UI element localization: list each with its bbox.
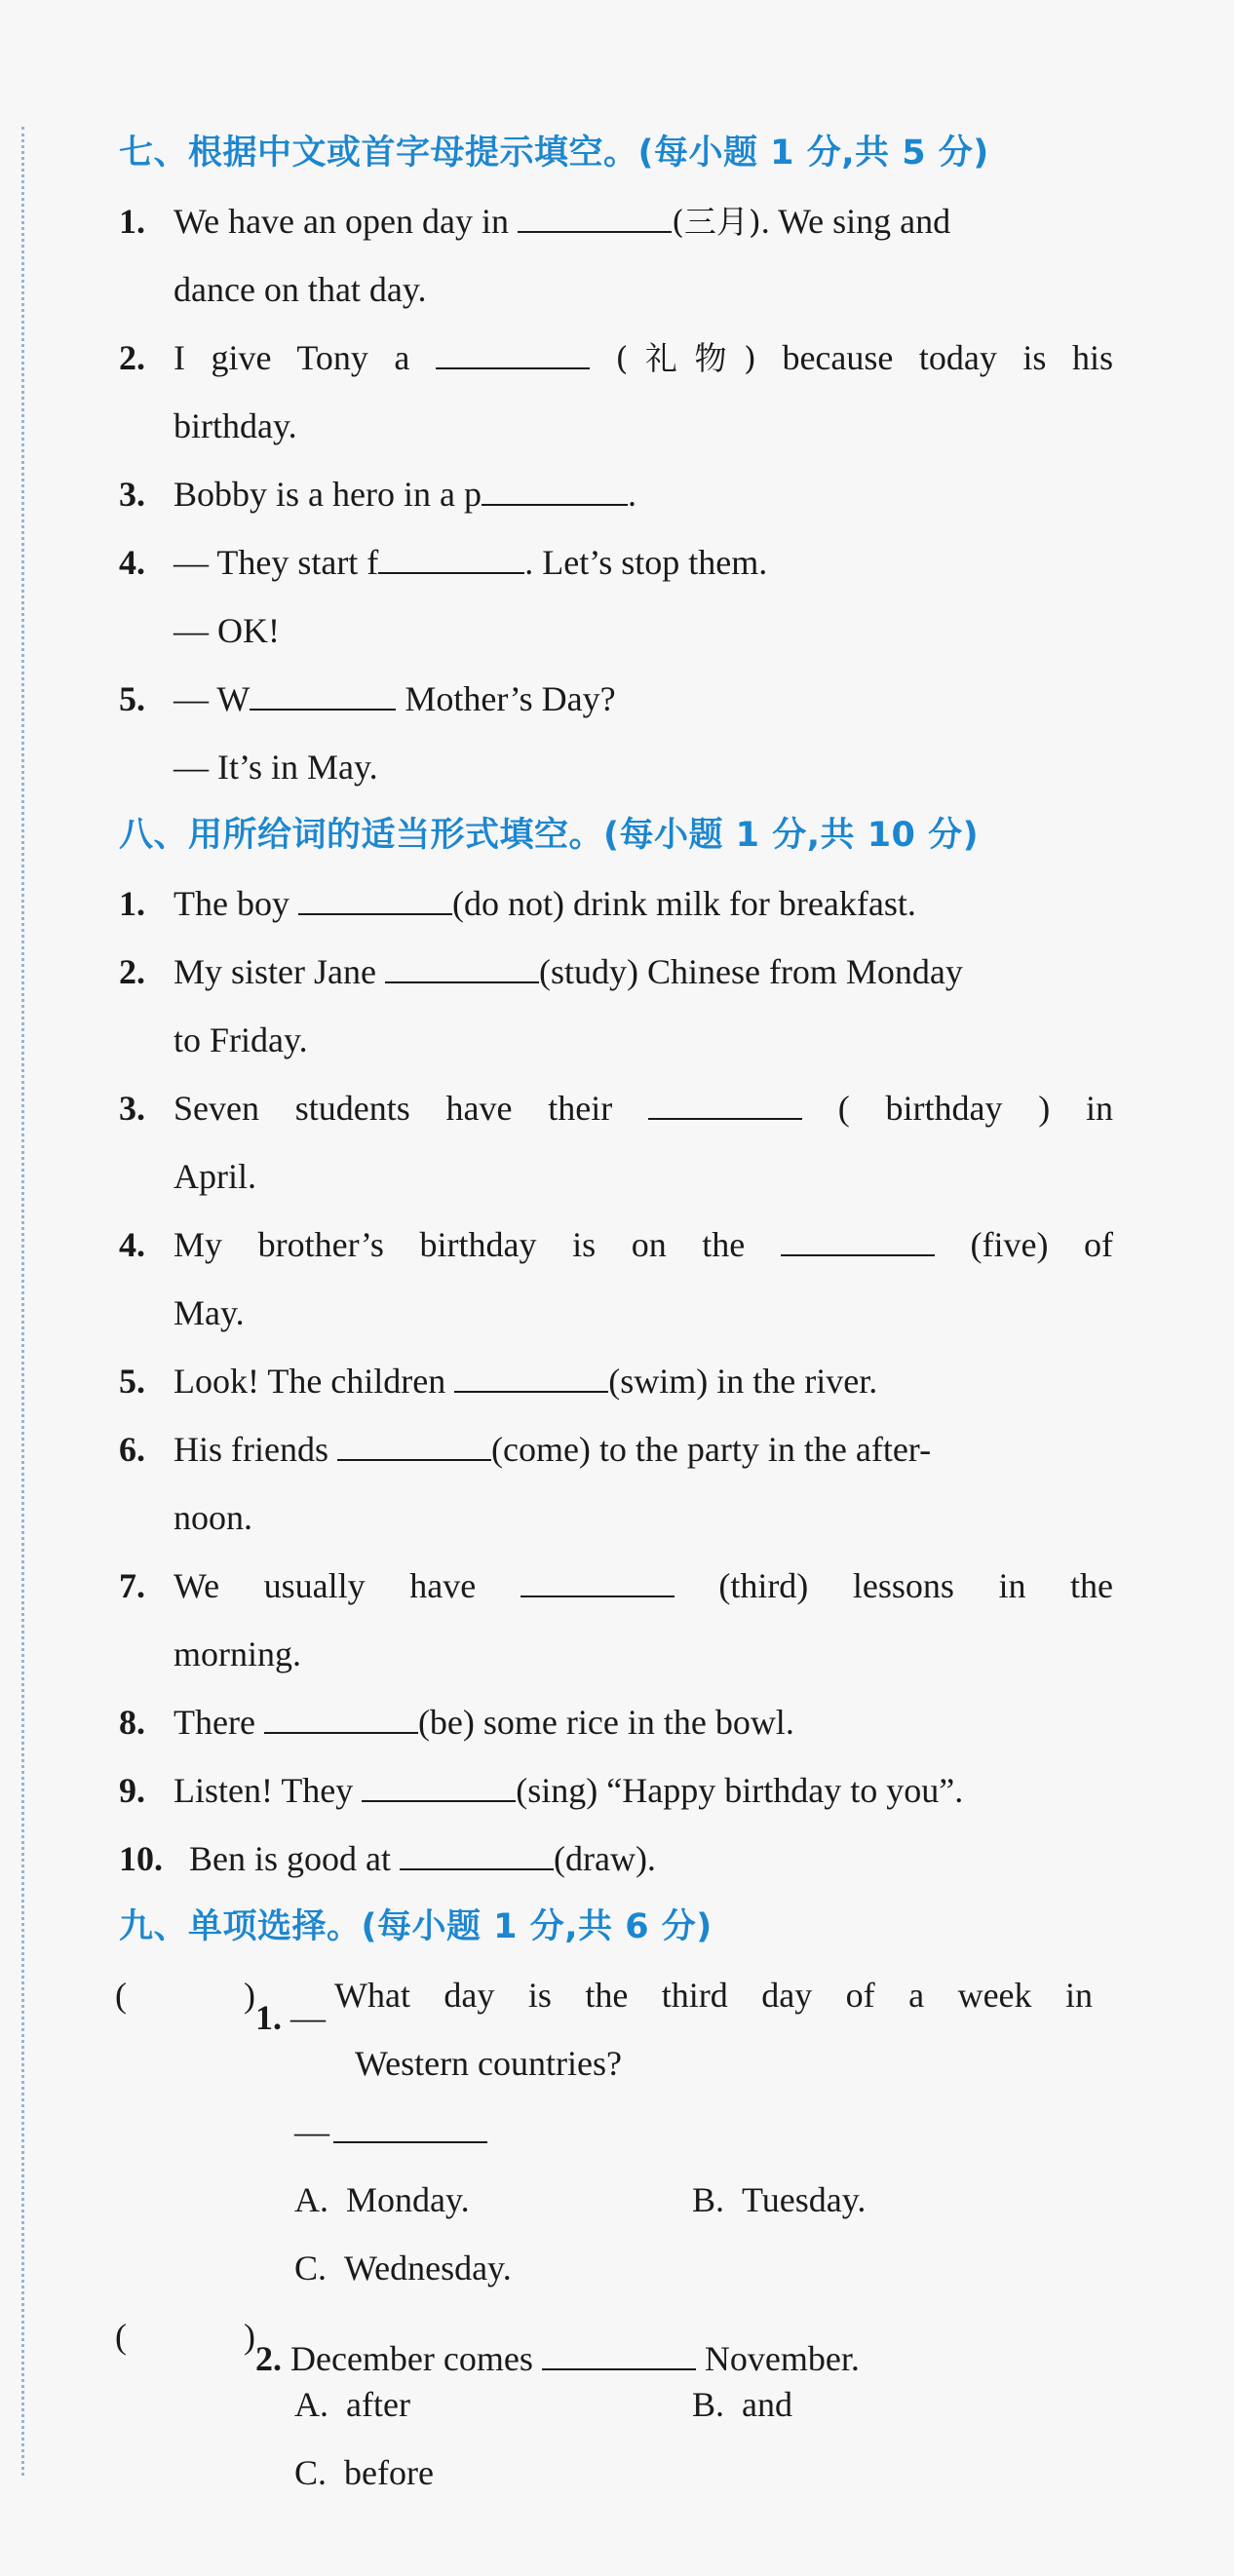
question-text: Listen! They: [174, 1771, 354, 1810]
dialog-dash: —: [174, 679, 209, 718]
question-number: 4.: [119, 543, 145, 582]
hint-text: (礼物): [615, 339, 756, 377]
question-continuation: May.: [174, 1293, 245, 1332]
dialog-dash: —: [294, 2112, 329, 2151]
question-number: 2.: [119, 338, 145, 377]
question-number: 7.: [119, 1566, 145, 1605]
bracket-close: ): [244, 2317, 255, 2356]
question-text: . We sing and: [760, 202, 951, 241]
answer-blank[interactable]: [333, 2114, 487, 2143]
answer-blank[interactable]: [518, 204, 672, 233]
question-number: 2.: [255, 2339, 282, 2378]
question-number: 4.: [119, 1225, 145, 1264]
dialog-dash: —: [290, 1998, 326, 2037]
question-text: (be) some rice in the bowl.: [417, 1703, 794, 1742]
binding-margin-line: [21, 127, 24, 2476]
question-text: (sing) “Happy birthday to you”.: [516, 1771, 964, 1810]
answer-blank[interactable]: [378, 545, 524, 574]
answer-line: [119, 2097, 1113, 2166]
question-text: (swim) in the river.: [608, 1362, 878, 1401]
question-text: My sister Jane: [174, 952, 376, 991]
answer-blank[interactable]: [482, 477, 628, 506]
question-text: We usually have: [174, 1566, 477, 1605]
question-number: 9.: [119, 1771, 145, 1810]
question-text: (draw).: [553, 1839, 656, 1878]
bracket-close: ): [244, 1976, 255, 2015]
question-text: . Let’s stop them.: [524, 543, 768, 582]
s8-question-8: [119, 1688, 1113, 1756]
s8-question-5: [119, 1347, 1113, 1415]
s7-question-5: [119, 665, 1113, 801]
question-text: My brother’s birthday is on the: [174, 1225, 746, 1264]
reply-text: OK!: [217, 611, 280, 650]
question-continuation: noon.: [174, 1498, 252, 1537]
question-number: 8.: [119, 1703, 145, 1742]
question-number: 3.: [119, 475, 145, 514]
option-text: after: [346, 2385, 410, 2424]
s9-question-2: [115, 2302, 1113, 2507]
bracket-open: (: [115, 2317, 127, 2356]
s8-question-2: [119, 938, 1113, 1074]
option-label: C.: [294, 2249, 328, 2288]
question-text: Mother’s Day?: [405, 679, 616, 718]
option-a[interactable]: [294, 2166, 692, 2234]
dialog-dash: —: [174, 611, 209, 650]
s7-question-2: [119, 324, 1113, 460]
option-c[interactable]: [294, 2439, 692, 2507]
question-continuation: April.: [174, 1157, 256, 1196]
question-continuation: Western countries?: [355, 2044, 622, 2083]
reply-text: It’s in May.: [217, 748, 378, 787]
option-text: Wednesday.: [344, 2249, 512, 2288]
question-text: The boy: [174, 884, 289, 923]
question-number: 5.: [119, 1362, 145, 1401]
s7-question-4: [119, 528, 1113, 665]
s9-question-1: [115, 1961, 1113, 2302]
s8-question-10: [119, 1825, 1113, 1893]
question-text: They start f: [216, 543, 379, 582]
question-number: 6.: [119, 1430, 145, 1469]
question-number: 1.: [119, 884, 145, 923]
option-label: B.: [692, 2180, 725, 2219]
question-text: We have an open day in: [174, 202, 509, 241]
question-number: 2.: [119, 952, 145, 991]
s8-question-3: [119, 1074, 1113, 1211]
dialog-dash: —: [174, 543, 209, 582]
option-label: C.: [294, 2453, 328, 2492]
s8-question-7: [119, 1552, 1113, 1688]
question-text: (do not) drink milk for breakfast.: [451, 884, 916, 923]
question-text: Look! The children: [174, 1362, 446, 1401]
worksheet: [115, 119, 1114, 2507]
answer-blank[interactable]: [781, 1227, 935, 1256]
question-text: ( birthday ) in: [837, 1089, 1113, 1128]
section-7-title: 七、根据中文或首字母提示填空。(每小题 1 分,共 5 分): [119, 134, 989, 173]
question-number: 1.: [119, 202, 145, 241]
question-text: Ben is good at: [189, 1839, 391, 1878]
question-number: 3.: [119, 1089, 145, 1128]
hint-text: (三月): [671, 203, 761, 241]
question-text: because today is his: [782, 338, 1113, 377]
option-c[interactable]: [294, 2234, 692, 2302]
option-text: Tuesday.: [742, 2180, 867, 2219]
option-text: before: [344, 2453, 434, 2492]
question-number: 10.: [119, 1839, 163, 1878]
answer-bracket[interactable]: [115, 2302, 255, 2370]
question-text: W: [216, 679, 251, 718]
option-text: and: [742, 2385, 792, 2424]
s7-question-3: [119, 460, 1113, 528]
answer-bracket[interactable]: [115, 1961, 255, 2029]
question-text: (five) of: [970, 1225, 1114, 1264]
question-text: .: [627, 475, 636, 514]
s7-question-1: [119, 187, 1113, 324]
question-continuation: to Friday.: [174, 1020, 308, 1059]
option-label: B.: [692, 2385, 725, 2424]
s8-question-6: [119, 1415, 1113, 1552]
s8-question-1: [119, 869, 1113, 938]
question-text: Bobby is a hero in a p: [174, 475, 482, 514]
option-label: A.: [294, 2180, 328, 2219]
option-label: A.: [294, 2385, 328, 2424]
question-text: Seven students have their: [174, 1089, 613, 1128]
question-number: 1.: [255, 1998, 282, 2037]
answer-blank[interactable]: [400, 1841, 554, 1870]
section-9-title: 九、单项选择。(每小题 1 分,共 6 分): [119, 1907, 713, 1946]
question-text: (third) lessons in the: [718, 1566, 1114, 1605]
question-text: I give Tony a: [174, 338, 410, 377]
question-text: December comes: [290, 2339, 533, 2378]
answer-blank[interactable]: [250, 681, 396, 711]
dialog-dash: —: [174, 748, 209, 787]
section-8-title: 八、用所给词的适当形式填空。(每小题 1 分,共 10 分): [119, 816, 980, 855]
question-continuation: birthday.: [174, 406, 297, 445]
question-text: (come) to the party in the after-: [490, 1430, 932, 1469]
answer-blank[interactable]: [542, 2341, 696, 2370]
answer-blank[interactable]: [362, 1773, 516, 1802]
answer-blank[interactable]: [648, 1091, 802, 1120]
option-b[interactable]: [692, 2166, 1090, 2234]
question-continuation: dance on that day.: [174, 270, 427, 309]
question-text: What day is the third day of a week in: [334, 1976, 1093, 2015]
answer-blank[interactable]: [298, 886, 452, 915]
question-number: 5.: [119, 679, 145, 718]
question-text: (study) Chinese from Monday: [538, 952, 963, 991]
question-text: His friends: [174, 1430, 328, 1469]
bracket-open: (: [115, 1976, 127, 2015]
option-a[interactable]: [294, 2370, 692, 2439]
s8-question-9: [119, 1756, 1113, 1825]
answer-blank[interactable]: [454, 1364, 608, 1393]
answer-blank[interactable]: [385, 954, 539, 983]
question-text: There: [174, 1703, 255, 1742]
option-text: Monday.: [346, 2180, 470, 2219]
answer-blank[interactable]: [521, 1568, 675, 1597]
answer-blank[interactable]: [337, 1432, 491, 1461]
answer-blank[interactable]: [264, 1705, 418, 1734]
s8-question-4: [119, 1211, 1113, 1347]
question-continuation: morning.: [174, 1634, 301, 1673]
option-b[interactable]: [692, 2370, 1090, 2439]
question-text: November.: [704, 2339, 860, 2378]
answer-blank[interactable]: [436, 340, 590, 369]
